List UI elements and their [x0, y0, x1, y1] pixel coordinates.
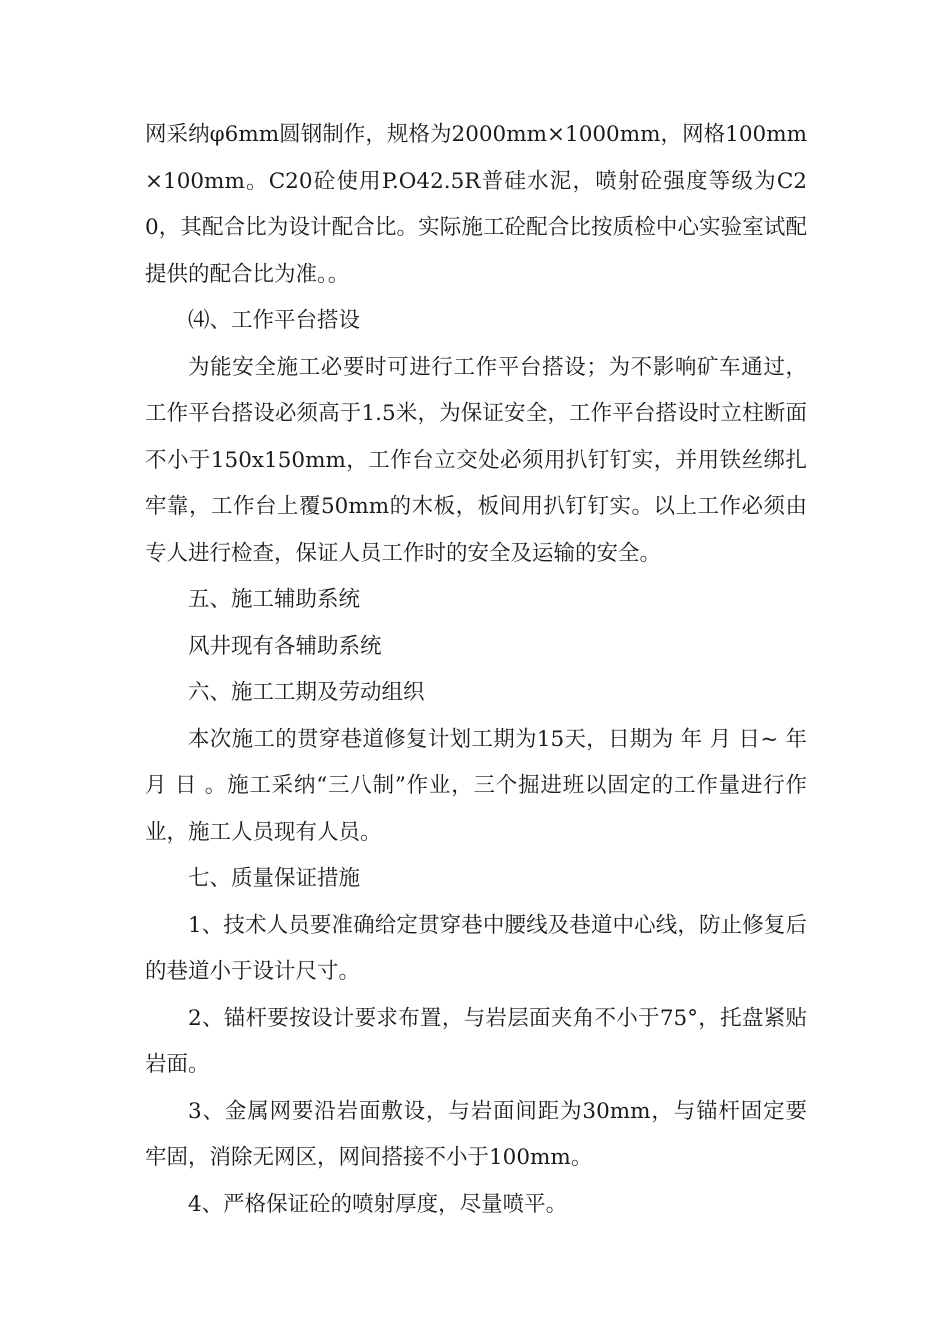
- paragraph-mesh-spec: 网采纳φ6mm圆钢制作，规格为2000mm×1000mm，网格100mm×100mm。C20砼使用P.O42.5R普硅水泥，喷射砼强度等级为C20，其配合比为设计配合比。实际施工砼配合比按质检中心实验室试配提供的配合比为准。。: [145, 122, 807, 287]
- quality-item-1: 1、技术人员要准确给定贯穿巷中腰线及巷道中心线，防止修复后的巷道小于设计尺寸。: [145, 912, 807, 984]
- quality-item-3: 3、金属网要沿岩面敷设，与岩面间距为30mm，与锚杆固定要牢固，消除无网区，网间搭接不小于100mm。: [145, 1098, 807, 1170]
- quality-item-2: 2、锚杆要按设计要求布置，与岩层面夹角不小于75°，托盘紧贴岩面。: [145, 1005, 807, 1077]
- paragraph-auxiliary-system: 风井现有各辅助系统: [188, 633, 382, 659]
- quality-item-4: 4、严格保证砼的喷射厚度，尽量喷平。: [188, 1191, 568, 1217]
- paragraph-schedule-labor: 本次施工的贯穿巷道修复计划工期为15天，日期为 年 月 日~ 年 月 日 。施工采纳“三八制”作业，三个掘进班以固定的工作量进行作业，施工人员现有人员。: [145, 726, 807, 845]
- heading-quality-measures: 七、质量保证措施: [188, 866, 361, 891]
- heading-schedule-labor: 六、施工工期及劳动组织: [188, 680, 425, 705]
- heading-work-platform: ⑷、工作平台搭设: [188, 308, 361, 333]
- heading-auxiliary-system: 五、施工辅助系统: [188, 587, 361, 612]
- paragraph-work-platform: 为能安全施工必要时可进行工作平台搭设；为不影响矿车通过，工作平台搭设必须高于1.5米，为保证安全，工作平台搭设时立柱断面不小于150x150mm，工作台立交处必须用扒钉钉实，并用铁丝绑扎牢靠，工作台上覆50mm的木板，板间用扒钉钉实。以上工作必须由专人进行检查，保证人员工作时的安全及运输的安全。: [145, 354, 807, 566]
- document-body: [145, 112, 807, 1228]
